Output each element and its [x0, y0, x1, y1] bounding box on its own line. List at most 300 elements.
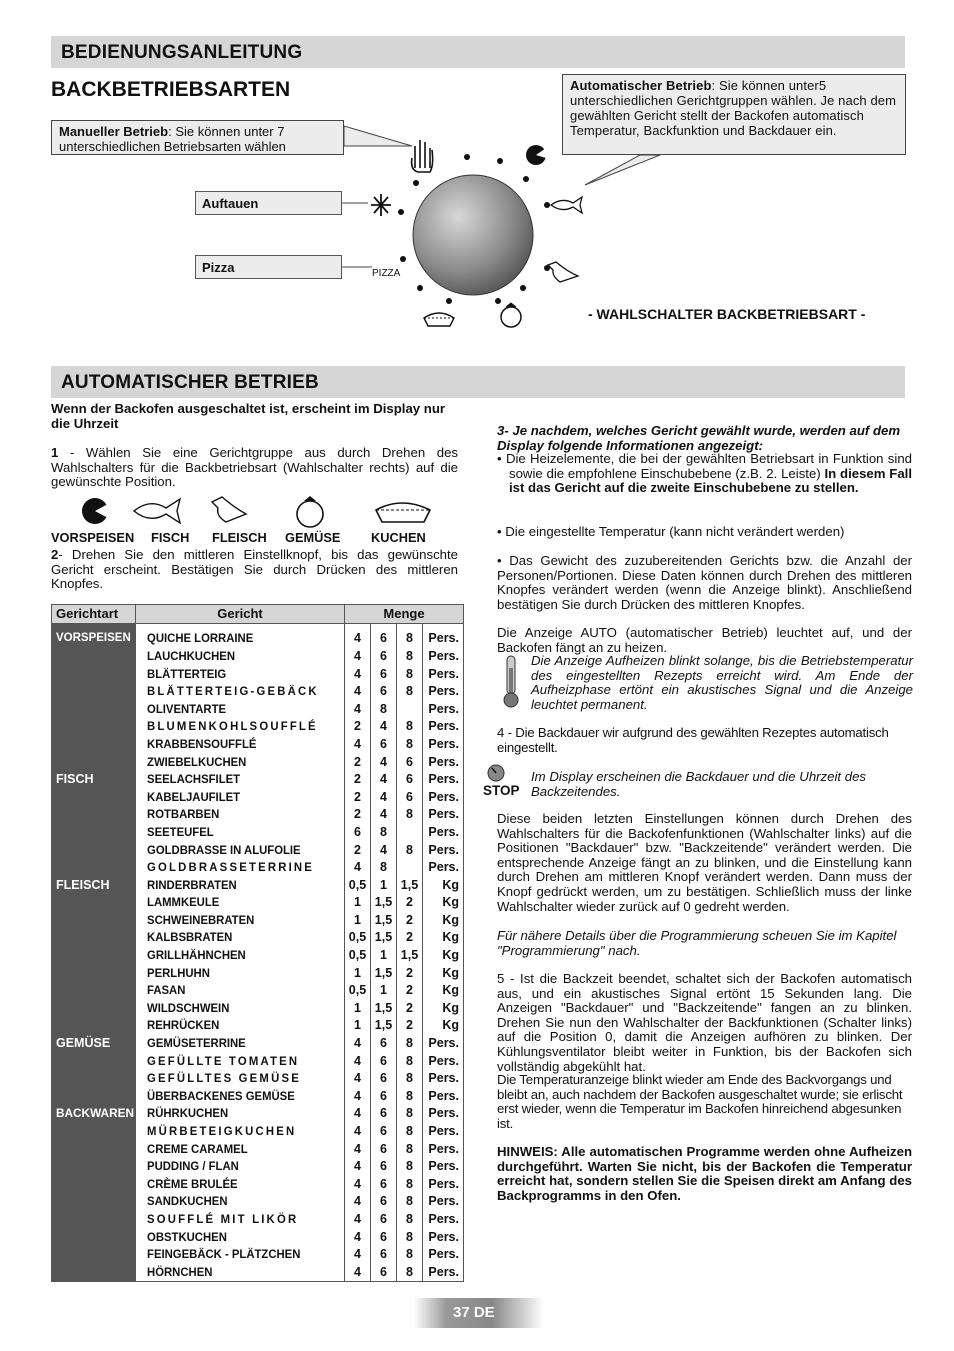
amount-medium-cell: 6 — [371, 735, 397, 753]
unit-cell: Pers. — [423, 1069, 464, 1087]
amount-small-cell: 1 — [345, 964, 371, 982]
amount-small-cell: 6 — [345, 823, 371, 841]
category-cell — [52, 999, 136, 1017]
icon-label-gemuese: GEMÜSE — [285, 530, 341, 545]
category-cell — [52, 858, 136, 876]
amount-small-cell: 0,5 — [345, 981, 371, 999]
amount-medium-cell: 6 — [371, 1175, 397, 1193]
dish-cell: PUDDING / FLAN — [146, 1159, 239, 1174]
bullet-temperature: • Die eingestellte Temperatur (kann nicht verändert werden) — [497, 525, 912, 540]
unit-cell: Kg — [423, 911, 464, 929]
amount-medium-cell: 6 — [371, 1263, 397, 1281]
category-cell — [52, 700, 136, 718]
amount-medium-cell: 6 — [371, 1140, 397, 1158]
unit-cell: Pers. — [423, 788, 464, 806]
table-row — [52, 946, 464, 964]
unit-cell: Pers. — [423, 630, 464, 648]
amount-large-cell: 8 — [397, 1140, 423, 1158]
step4-text: 4 - Die Backdauer wir aufgrund des gewählten Rezeptes automatisch eingestellt. — [497, 725, 889, 755]
snowflake-icon — [371, 194, 391, 216]
amount-small-cell: 4 — [345, 1157, 371, 1175]
amount-medium-cell: 1 — [371, 876, 397, 894]
icon-label-kuchen: KUCHEN — [371, 530, 426, 545]
table-row — [52, 1228, 464, 1246]
amount-large-cell: 2 — [397, 981, 423, 999]
amount-medium-cell: 8 — [371, 858, 397, 876]
table-row — [52, 1069, 464, 1087]
category-cell — [52, 1245, 136, 1263]
dish-cell: BLÄTTERTEIG-GEBÄCK — [146, 684, 319, 699]
unit-cell: Kg — [423, 999, 464, 1017]
amount-large-cell: 8 — [397, 1263, 423, 1281]
amount-small-cell: 4 — [345, 647, 371, 665]
amount-small-cell: 4 — [345, 1105, 371, 1123]
amount-small-cell: 4 — [345, 1052, 371, 1070]
page-number: 37 DE — [453, 1304, 495, 1321]
table-row — [52, 1245, 464, 1263]
category-cell — [52, 1140, 136, 1158]
category-cell — [52, 718, 136, 736]
amount-medium-cell: 6 — [371, 665, 397, 683]
category-cell — [52, 894, 136, 912]
amount-large-cell: 8 — [397, 1245, 423, 1263]
category-cell — [52, 911, 136, 929]
dish-cell: PERLHUHN — [146, 965, 210, 980]
icon-label-vorspeisen: VORSPEISEN — [51, 530, 135, 545]
category-cell — [52, 1017, 136, 1035]
table-row — [52, 718, 464, 736]
amount-small-cell: 2 — [345, 806, 371, 824]
unit-cell: Pers. — [423, 718, 464, 736]
amount-medium-cell: 1,5 — [371, 894, 397, 912]
amount-medium-cell: 6 — [371, 630, 397, 648]
amount-medium-cell: 1,5 — [371, 911, 397, 929]
table-row — [52, 823, 464, 841]
table-row — [52, 735, 464, 753]
unit-cell: Kg — [423, 946, 464, 964]
amount-small-cell: 4 — [345, 1122, 371, 1140]
category-cell — [52, 1263, 136, 1281]
dish-cell: KRABBENSOUFFLÉ — [146, 736, 256, 751]
settings-text: Diese beiden letzten Einstellungen können durch Drehen des Wahlschalters für die Backofenfunktionen (Wahlschalter links) auf die Positionen "Backdauer" bzw. "Backzeitende" verändert werden. Die entsprechende Anzeige fängt an zu blinken, und die Einstellung kann durch Drehen am mittleren Knopf verändert werden. Dann muss der Knopf gedrückt werden, um zu bestätigen. Schließlich muss der linke Wahlschalter wieder zurück auf 0 gedreht werden. — [497, 811, 912, 914]
table-row — [52, 1263, 464, 1281]
thermometer-icon — [498, 654, 526, 710]
fish-icon — [551, 197, 582, 213]
dish-cell: KABELJAUFILET — [146, 789, 240, 804]
dish-cell: LAMMKEULE — [146, 895, 219, 910]
dish-cell: SOUFFLÉ MIT LIKÖR — [146, 1211, 298, 1226]
amount-medium-cell: 4 — [371, 788, 397, 806]
amount-medium-cell: 6 — [371, 1210, 397, 1228]
table-row — [52, 630, 464, 648]
amount-large-cell: 8 — [397, 1069, 423, 1087]
manual-box-label: Manueller Betrieb — [59, 124, 169, 139]
fish-group-icon — [134, 499, 180, 523]
amount-large-cell: 2 — [397, 911, 423, 929]
category-cell — [52, 841, 136, 859]
amount-medium-cell: 6 — [371, 1034, 397, 1052]
table-row — [52, 682, 464, 700]
table-row — [52, 841, 464, 859]
amount-small-cell: 1 — [345, 1017, 371, 1035]
category-cell — [52, 1210, 136, 1228]
hand-icon — [412, 140, 433, 172]
amount-small-cell: 4 — [345, 858, 371, 876]
unit-cell: Pers. — [423, 1193, 464, 1211]
table-row — [52, 665, 464, 683]
amount-medium-cell: 8 — [371, 823, 397, 841]
dish-cell: BLUMENKOHLSOUFFLÉ — [146, 719, 318, 734]
unit-cell: Pers. — [423, 1175, 464, 1193]
amount-large-cell — [397, 700, 423, 718]
dish-cell: MÜRBETEIGKUCHEN — [146, 1124, 296, 1139]
hinweis-text: HINWEIS: Alle automatischen Programme werden ohne Aufheizen durchgeführt. Warten Sie nicht, bis der Backofen die Temperatur erreicht hat, sondern stellen Sie die Speisen direkt am Anfang des Backprogramms in den Ofen. — [497, 1144, 912, 1203]
table-row — [52, 806, 464, 824]
step2-text: 2- Drehen Sie den mittleren Einstellknopf, bis das gewünschte Gericht erscheint. Bestätigen Sie durch Drücken des mittleren Knopfes. — [51, 547, 458, 592]
amount-medium-cell: 1 — [371, 946, 397, 964]
category-cell — [52, 753, 136, 771]
amount-large-cell: 2 — [397, 1017, 423, 1035]
amount-medium-cell: 1,5 — [371, 1017, 397, 1035]
amount-medium-cell: 1,5 — [371, 929, 397, 947]
table-row — [52, 1052, 464, 1070]
category-cell — [52, 1069, 136, 1087]
temp-blink-text: Die Temperaturanzeige blinkt wieder am Ende des Backvorgangs und bleibt an, auch nachdem der Backofen ausgeschaltet wurde; sie erlischt erst wieder, wenn die Temperatur im Backofen hinreichend abgesunken ist. — [497, 1072, 903, 1131]
dish-cell: GOLDBRASSE IN ALUFOLIE — [146, 842, 301, 857]
category-cell — [52, 1175, 136, 1193]
label-pizza: Pizza — [195, 255, 342, 279]
category-cell — [52, 1122, 136, 1140]
amount-medium-cell: 6 — [371, 1228, 397, 1246]
unit-cell: Pers. — [423, 735, 464, 753]
amount-small-cell: 2 — [345, 718, 371, 736]
amount-medium-cell: 6 — [371, 1069, 397, 1087]
amount-small-cell: 1 — [345, 911, 371, 929]
unit-cell: Pers. — [423, 665, 464, 683]
dial-caption: - WAHLSCHALTER BACKBETRIEBSART - — [588, 306, 866, 322]
auto-box-text: : Sie können unter5 unterschiedlichen Gerichtgruppen wählen. Je nach dem gewählten Gericht stellt der Backofen automatisch Temperatur, Backfunktion und Backdauer ein. — [570, 78, 897, 138]
amount-large-cell: 8 — [397, 682, 423, 700]
dish-cell: ROTBARBEN — [146, 807, 219, 822]
amount-medium-cell: 1,5 — [371, 964, 397, 982]
header-gericht: Gericht — [136, 605, 345, 624]
unit-cell: Pers. — [423, 1157, 464, 1175]
group-icons — [50, 494, 470, 530]
category-cell — [52, 823, 136, 841]
auto-section-bar — [51, 366, 905, 398]
meat-icon — [548, 262, 578, 282]
amount-small-cell: 4 — [345, 665, 371, 683]
amount-large-cell: 2 — [397, 929, 423, 947]
amount-large-cell: 2 — [397, 964, 423, 982]
table-row — [52, 1087, 464, 1105]
amount-large-cell: 8 — [397, 665, 423, 683]
amount-medium-cell: 1 — [371, 981, 397, 999]
dish-cell: HÖRNCHEN — [146, 1264, 212, 1279]
auto-box-pointer — [585, 155, 660, 185]
table-row — [52, 1105, 464, 1123]
unit-cell: Pers. — [423, 682, 464, 700]
unit-cell: Kg — [423, 981, 464, 999]
stop-label: STOP — [483, 783, 520, 798]
amount-small-cell: 4 — [345, 1193, 371, 1211]
amount-large-cell: 1,5 — [397, 946, 423, 964]
table-row — [52, 964, 464, 982]
amount-small-cell: 2 — [345, 770, 371, 788]
dish-cell: GEFÜLLTE TOMATEN — [146, 1053, 299, 1068]
amount-small-cell: 1 — [345, 894, 371, 912]
dish-cell: BLÄTTERTEIG — [146, 666, 226, 681]
dish-cell: ÜBERBACKENES GEMÜSE — [146, 1088, 295, 1103]
amount-medium-cell: 6 — [371, 647, 397, 665]
amount-large-cell: 8 — [397, 1193, 423, 1211]
unit-cell: Pers. — [423, 806, 464, 824]
unit-cell: Pers. — [423, 841, 464, 859]
details-text: Für nähere Details über die Programmierung scheuen Sie im Kapitel "Programmierung" nach. — [497, 928, 897, 958]
label-auftauen: Auftauen — [195, 191, 342, 215]
dish-cell: LAUCHKUCHEN — [146, 648, 235, 663]
category-cell: FISCH — [52, 770, 136, 788]
amount-large-cell: 2 — [397, 894, 423, 912]
auto-section-title: AUTOMATISCHER BETRIEB — [61, 372, 319, 393]
amount-large-cell: 8 — [397, 1122, 423, 1140]
amount-large-cell: 8 — [397, 1228, 423, 1246]
amount-medium-cell: 4 — [371, 753, 397, 771]
amount-medium-cell: 6 — [371, 1193, 397, 1211]
dish-cell: OLIVENTARTE — [146, 701, 226, 716]
unit-cell: Pers. — [423, 700, 464, 718]
amount-large-cell: 8 — [397, 1034, 423, 1052]
category-cell — [52, 647, 136, 665]
bullet-weight: • Das Gewicht des zuzubereitenden Gerichts bzw. die Anzahl der Personen/Portionen. Diese Daten können durch Drehen des mittleren Knopfes verändert werden (wenn die Anzeige blinkt). Anschließend bestätigen Sie durch Drücken des mittleren Knopfes. — [497, 554, 912, 612]
amount-large-cell: 8 — [397, 806, 423, 824]
unit-cell: Kg — [423, 929, 464, 947]
auto-box-label: Automatischer Betrieb — [570, 78, 712, 93]
amount-large-cell — [397, 858, 423, 876]
unit-cell: Pers. — [423, 1228, 464, 1246]
manual-box-pointer — [344, 126, 412, 146]
dish-cell: FEINGEBÄCK - PLÄTZCHEN — [146, 1247, 300, 1262]
dish-cell: CREME CARAMEL — [146, 1141, 248, 1156]
category-cell — [52, 1052, 136, 1070]
category-cell: VORSPEISEN — [52, 630, 136, 648]
category-cell — [52, 964, 136, 982]
unit-cell: Pers. — [423, 1105, 464, 1123]
stop-note: Im Display erscheinen die Backdauer und die Uhrzeit des Backzeitendes. — [531, 769, 866, 799]
amount-medium-cell: 4 — [371, 718, 397, 736]
amount-medium-cell: 4 — [371, 806, 397, 824]
unit-cell: Pers. — [423, 1087, 464, 1105]
amount-large-cell: 8 — [397, 841, 423, 859]
preheat-note: Die Anzeige Aufheizen blinkt solange, bis die Betriebstemperatur des eingestellten Rezepts erreicht wird. Am Ende der Aufheizphase ertönt ein akustisches Signal und die Anzeige leuchtet permanent. — [531, 653, 913, 712]
unit-cell: Kg — [423, 876, 464, 894]
category-cell: BACKWAREN — [52, 1105, 136, 1123]
header-gerichtart: Gerichtart — [52, 605, 136, 624]
amount-small-cell: 0,5 — [345, 946, 371, 964]
dish-cell: GOLDBRASSETERRINE — [146, 860, 314, 875]
dish-cell: ZWIEBELKUCHEN — [146, 754, 246, 769]
amount-small-cell: 4 — [345, 1087, 371, 1105]
category-cell — [52, 735, 136, 753]
unit-cell: Pers. — [423, 1245, 464, 1263]
table-row — [52, 770, 464, 788]
dish-cell: SEELACHSFILET — [146, 772, 240, 787]
table-row — [52, 929, 464, 947]
dish-cell: RINDERBRATEN — [146, 877, 237, 892]
dish-cell: CRÈME BRULÉE — [146, 1176, 238, 1191]
category-cell — [52, 682, 136, 700]
amount-large-cell: 2 — [397, 999, 423, 1017]
amount-medium-cell: 6 — [371, 1105, 397, 1123]
category-cell: FLEISCH — [52, 876, 136, 894]
table-header — [52, 605, 464, 624]
category-cell — [52, 1193, 136, 1211]
unit-cell: Pers. — [423, 823, 464, 841]
amount-small-cell: 2 — [345, 753, 371, 771]
unit-cell: Kg — [423, 1017, 464, 1035]
dish-cell: FASAN — [146, 983, 185, 998]
dish-cell: GRILLHÄHNCHEN — [146, 948, 246, 963]
amount-large-cell: 1,5 — [397, 876, 423, 894]
auto-lit-text: Die Anzeige AUTO (automatischer Betrieb) leuchtet auf, und der Backofen fängt an zu heizen. — [497, 625, 912, 655]
table-row — [52, 1193, 464, 1211]
unit-cell: Pers. — [423, 1052, 464, 1070]
table-row — [52, 858, 464, 876]
amount-large-cell: 6 — [397, 788, 423, 806]
category-cell — [52, 1157, 136, 1175]
unit-cell: Pers. — [423, 1122, 464, 1140]
table-row — [52, 894, 464, 912]
dish-cell: SANDKUCHEN — [146, 1194, 227, 1209]
unit-cell: Pers. — [423, 1210, 464, 1228]
dish-cell: RÜHRKUCHEN — [146, 1106, 228, 1121]
amount-small-cell: 0,5 — [345, 876, 371, 894]
table-row — [52, 647, 464, 665]
amount-small-cell: 4 — [345, 1069, 371, 1087]
category-cell — [52, 1228, 136, 1246]
table-row — [52, 1017, 464, 1035]
dish-cell: SCHWEINEBRATEN — [146, 912, 254, 927]
table-row — [52, 1122, 464, 1140]
unit-cell: Kg — [423, 964, 464, 982]
table-row — [52, 1175, 464, 1193]
amount-small-cell: 4 — [345, 1228, 371, 1246]
amount-large-cell: 8 — [397, 1175, 423, 1193]
table-row — [52, 981, 464, 999]
amount-large-cell: 6 — [397, 753, 423, 771]
step1-text: 1 - Wählen Sie eine Gerichtgruppe aus durch Drehen des Wahlschalters für die Backbetriebsart (Wahlschalter rechts) auf die gewünschte Position. — [51, 445, 458, 490]
amount-large-cell: 8 — [397, 1105, 423, 1123]
unit-cell: Pers. — [423, 753, 464, 771]
dish-cell: GEFÜLLTES GEMÜSE — [146, 1071, 301, 1086]
amount-medium-cell: 4 — [371, 770, 397, 788]
amount-small-cell: 4 — [345, 1175, 371, 1193]
table-row — [52, 876, 464, 894]
intro-text: Wenn der Backofen ausgeschaltet ist, erscheint im Display nur die Uhrzeit — [51, 401, 446, 431]
amount-large-cell: 8 — [397, 1052, 423, 1070]
amount-small-cell: 4 — [345, 1034, 371, 1052]
header-title: BEDIENUNGSANLEITUNG — [61, 42, 303, 63]
amount-medium-cell: 6 — [371, 682, 397, 700]
page-footer — [414, 1298, 544, 1328]
amount-small-cell: 4 — [345, 1140, 371, 1158]
amount-small-cell: 4 — [345, 1210, 371, 1228]
section-title-backbetriebsarten: BACKBETRIEBSARTEN — [51, 78, 291, 101]
table-row — [52, 999, 464, 1017]
amount-small-cell: 4 — [345, 1245, 371, 1263]
amount-large-cell — [397, 823, 423, 841]
category-cell — [52, 806, 136, 824]
amount-large-cell: 6 — [397, 770, 423, 788]
unit-cell: Pers. — [423, 770, 464, 788]
bullet-heating: • Die Heizelemente, die bei der gewählten Betriebsart in Funktion sind sowie die empfohlene Einschubebene (z.B. 2. Leiste) In diesem Fall ist das Gericht auf die zweite Einschubebene zu stellen. — [497, 452, 912, 496]
cake-icon — [424, 313, 454, 326]
dish-cell: QUICHE LORRAINE — [146, 631, 253, 646]
table-row — [52, 1157, 464, 1175]
dish-cell: KALBSBRATEN — [146, 930, 232, 945]
selector-dial-diagram — [0, 0, 954, 340]
category-cell: GEMÜSE — [52, 1034, 136, 1052]
header-menge: Menge — [345, 605, 464, 624]
amount-large-cell: 8 — [397, 1210, 423, 1228]
category-cell — [52, 788, 136, 806]
category-cell — [52, 946, 136, 964]
dish-cell: GEMÜSETERRINE — [146, 1036, 246, 1051]
category-cell — [52, 981, 136, 999]
cake-group-icon — [376, 503, 430, 522]
recipe-table — [51, 604, 464, 1282]
icon-label-fleisch: FLEISCH — [212, 530, 267, 545]
amount-small-cell: 2 — [345, 841, 371, 859]
amount-small-cell: 4 — [345, 682, 371, 700]
amount-large-cell: 8 — [397, 735, 423, 753]
selector-knob[interactable] — [413, 175, 533, 295]
table-row — [52, 911, 464, 929]
step3-text: 3- Je nachdem, welches Gericht gewählt wurde, werden auf dem Display folgende Informationen angezeigt: — [497, 423, 901, 453]
amount-small-cell: 4 — [345, 700, 371, 718]
dial-pizza-text: PIZZA — [372, 268, 401, 279]
amount-large-cell: 8 — [397, 718, 423, 736]
amount-medium-cell: 6 — [371, 1245, 397, 1263]
unit-cell: Pers. — [423, 1140, 464, 1158]
dish-cell: REHRÜCKEN — [146, 1018, 219, 1033]
unit-cell: Pers. — [423, 1263, 464, 1281]
amount-small-cell: 0,5 — [345, 929, 371, 947]
category-cell — [52, 929, 136, 947]
meat-group-icon — [212, 497, 246, 522]
unit-cell: Pers. — [423, 1034, 464, 1052]
amount-medium-cell: 6 — [371, 1052, 397, 1070]
table-row — [52, 1210, 464, 1228]
table-row — [52, 700, 464, 718]
unit-cell: Kg — [423, 894, 464, 912]
amount-large-cell: 8 — [397, 1157, 423, 1175]
amount-medium-cell: 6 — [371, 1087, 397, 1105]
step5-text: 5 - Ist die Backzeit beendet, schaltet sich der Backofen automatisch aus, und ein akustisches Signal ertönt 15 Sekunden lang. Die Anzeigen "Backdauer" und "Backzeitende" fangen an zu blinken. Drehen Sie nun den Wahlschalter der Backfunktionen (Schalter links) auf die Position 0, damit die Anzeigen aufhören zu blinken. Der Kühlungsventilator bleibt weiter in Funktion, bis der Backofen sich vollständig abgekühlt hat. — [497, 971, 912, 1074]
dish-cell: WILDSCHWEIN — [146, 1000, 229, 1015]
dish-cell: OBSTKUCHEN — [146, 1229, 227, 1244]
amount-medium-cell: 6 — [371, 1122, 397, 1140]
category-cell — [52, 665, 136, 683]
amount-small-cell: 4 — [345, 735, 371, 753]
vegetable-icon — [501, 307, 521, 327]
amount-medium-cell: 8 — [371, 700, 397, 718]
unit-cell: Pers. — [423, 858, 464, 876]
manual-box-text: : Sie können unter 7 unterschiedlichen Betriebsarten wählen — [59, 124, 286, 154]
amount-medium-cell: 6 — [371, 1157, 397, 1175]
unit-cell: Pers. — [423, 647, 464, 665]
amount-small-cell: 2 — [345, 788, 371, 806]
